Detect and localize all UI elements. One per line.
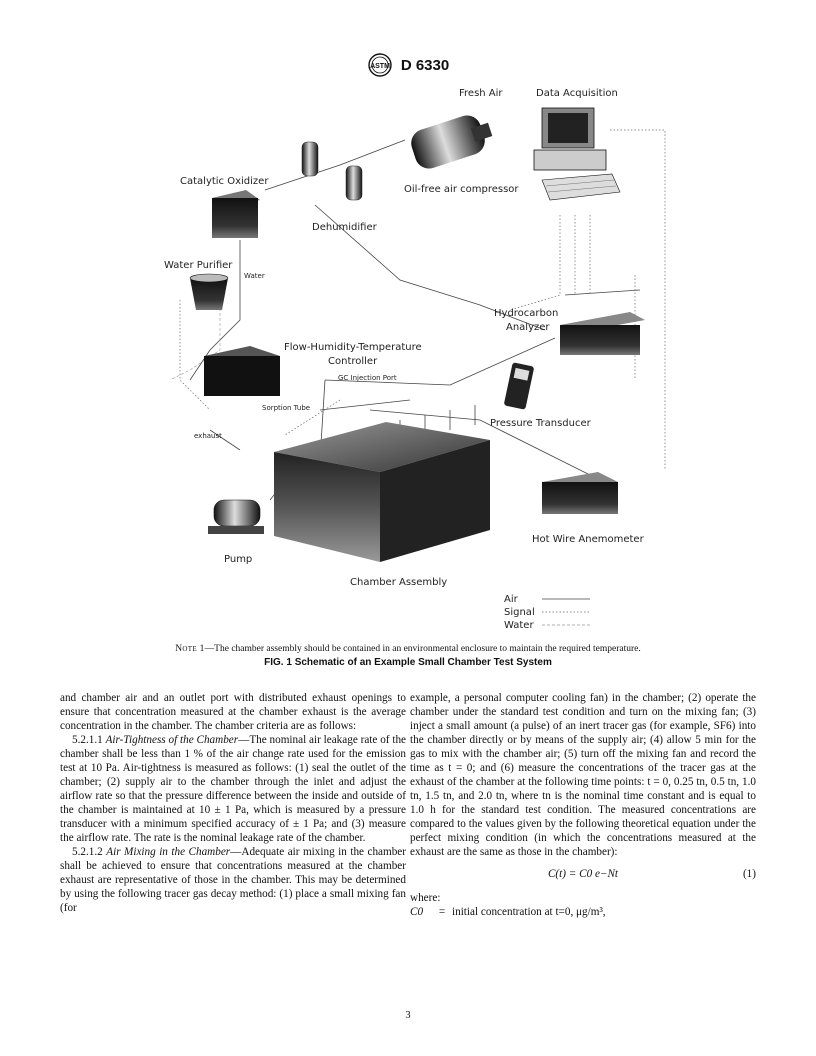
label-pressure-transducer: Pressure Transducer bbox=[490, 418, 591, 429]
definition-symbol: C0 bbox=[410, 906, 424, 918]
svg-text:ASTM: ASTM bbox=[369, 63, 390, 70]
dehumidifier bbox=[302, 142, 362, 200]
section-number: 5.2.1.2 bbox=[72, 846, 103, 858]
equation-1 bbox=[410, 861, 756, 891]
section-body: —Adequate air mixing in the chamber shall be achieved to ensure that concentrations measured at the chamber exhaust are representative of those in the chamber. This may be determined by using the following tracer gas decay method: (1) place a small mixing fan (for bbox=[60, 846, 407, 914]
pressure-transducer bbox=[504, 362, 535, 410]
label-exhaust: exhaust bbox=[194, 432, 222, 440]
where-label: where: bbox=[410, 892, 441, 904]
label-hydrocarbon: Hydrocarbon bbox=[494, 308, 559, 319]
definition-text: initial concentration at t=0, μg/m³, bbox=[452, 906, 606, 918]
equation-number: (1) bbox=[742, 868, 756, 880]
schematic-figure bbox=[150, 80, 670, 640]
figure-note bbox=[0, 644, 816, 654]
figure-caption: FIG. 1 Schematic of an Example Small Chamber Test System bbox=[264, 657, 552, 668]
section-body: —The nominal air leakage rate of the chamber shall be less than 1 % of the air change rate used for the emission test at 10 Pa. Air-tightness is measured as follows: (1) seal the outlet of the chamber; (2) supply air to the chamber through the inlet and adjust the airflow rate so that the pressure difference between the inside and outside of the chamber is maintained at 10 ± 1 Pa, which is measured by a pressure transducer with a minimum specified accuracy of ± 1 Pa; and (3) measure the airflow rate. The rate is the nominal leakage rate of the chamber. bbox=[60, 734, 406, 844]
hydrocarbon-analyzer bbox=[560, 312, 645, 355]
label-pump: Pump bbox=[224, 554, 253, 565]
definition-row bbox=[410, 905, 756, 919]
astm-logo-icon bbox=[367, 53, 393, 77]
page-header bbox=[0, 53, 816, 77]
label-chamber-assembly: Chamber Assembly bbox=[350, 577, 448, 588]
label-catalytic-oxidizer: Catalytic Oxidizer bbox=[180, 176, 269, 187]
legend-signal-label: Signal bbox=[504, 607, 535, 618]
note-lead: Note 1 bbox=[175, 644, 205, 654]
label-gc-injection-port: GC Injection Port bbox=[338, 374, 397, 382]
label-fht-controller-1: Flow-Humidity-Temperature bbox=[284, 342, 422, 353]
label-fresh-air: Fresh Air bbox=[459, 88, 503, 99]
legend-water-label: Water bbox=[504, 620, 534, 631]
right-column bbox=[410, 691, 756, 919]
paragraph: example, a personal computer cooling fan) in the chamber; (2) operate the chamber under the standard test condition and turn on the mixing fan; (3) inject a small amount (a pulse) of an inert tracer gas (for example, SF6) into the chamber directly or by means of the supply air; (4) allow 5 min for the gas to mix with the chamber air; (5) turn off the mixing fan and record the time as t = 0; and (6) measure the concentrations of the tracer gas at the exhaust of the chamber at the following time points: t = 0, 0.25 tn, 0.5 tn, 1.0 tn, 1.5 tn, and 2.0 tn, where tn is the nominal time constant and is equal to 1.0 h for the standard test condition. The measured concentrations are compared to the values given by the following theoretical equation under the perfect mixing condition (in which the concentrations measured at the exhaust are the same as those in the chamber): bbox=[410, 692, 756, 858]
label-hot-wire-anemometer: Hot Wire Anemometer bbox=[532, 534, 644, 545]
legend-air-label: Air bbox=[504, 594, 518, 605]
section-title: Air Mixing in the Chamber bbox=[106, 846, 231, 858]
air-compressor bbox=[408, 112, 493, 172]
label-compressor: Oil-free air compressor bbox=[404, 184, 519, 195]
legend bbox=[504, 594, 590, 631]
left-column bbox=[60, 691, 406, 915]
label-dehumidifier: Dehumidifier bbox=[312, 222, 377, 233]
label-fht-controller-2: Controller bbox=[328, 356, 378, 367]
section-number: 5.2.1.1 bbox=[72, 734, 103, 746]
chamber-assembly bbox=[274, 422, 490, 562]
equation-formula: C(t) = C0 e−Nt bbox=[547, 868, 619, 880]
section-title: Air-Tightness of the Chamber bbox=[105, 734, 239, 746]
section-5-2-1-2 bbox=[60, 845, 406, 915]
label-sorption-tube: Sorption Tube bbox=[262, 404, 311, 412]
hot-wire-anemometer bbox=[542, 472, 618, 514]
section-5-2-1-1 bbox=[60, 733, 406, 845]
label-water-purifier: Water Purifier bbox=[164, 260, 233, 271]
note-text: —The chamber assembly should be contained in an environmental enclosure to maintain the required temperature. bbox=[204, 644, 641, 654]
label-water-small: Water bbox=[244, 272, 265, 280]
computer bbox=[534, 108, 620, 200]
page-number: 3 bbox=[405, 1010, 411, 1021]
label-analyzer: Analyzer bbox=[506, 322, 550, 333]
catalytic-oxidizer bbox=[212, 190, 260, 238]
definition-equals: = bbox=[438, 906, 446, 918]
paragraph: and chamber air and an outlet port with distributed exhaust openings to ensure that concentration measured at the chamber exhaust is the average concentration in the chamber. The chamber criteria are as follows: bbox=[60, 692, 406, 732]
label-data-acquisition: Data Acquisition bbox=[536, 88, 618, 99]
water-purifier bbox=[190, 274, 228, 310]
standard-designation: D 6330 bbox=[400, 56, 450, 74]
pump bbox=[208, 500, 264, 534]
fht-controller bbox=[204, 346, 280, 396]
